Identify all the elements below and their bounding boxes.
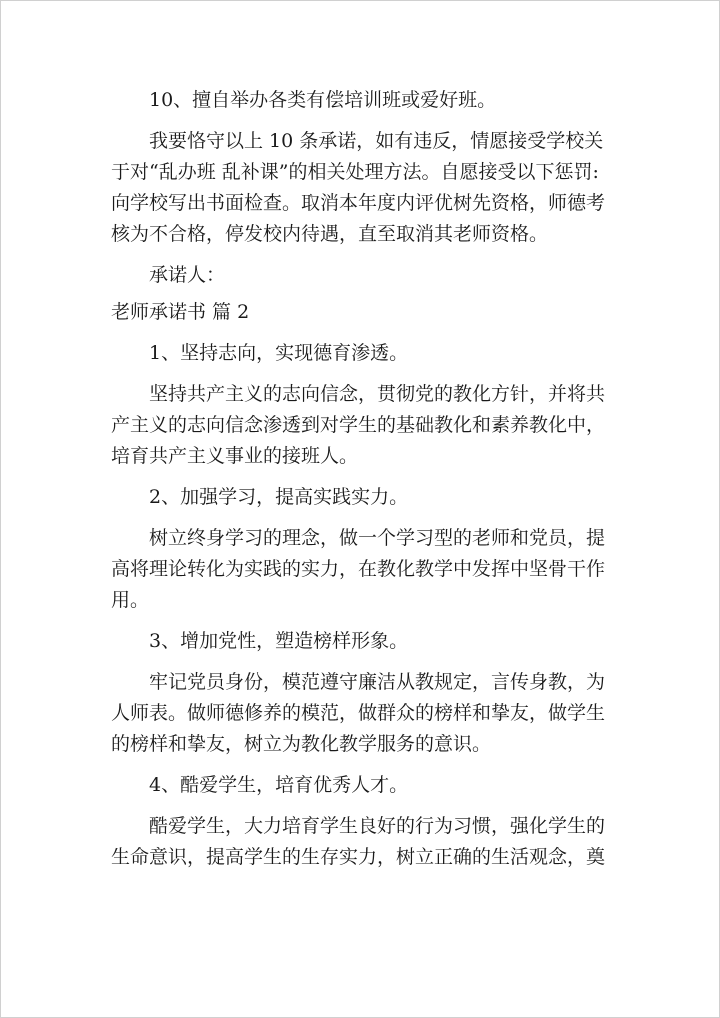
section-heading: 老师承诺书 篇 2 <box>111 301 250 323</box>
point-3-body-line: 的榜样和挚友，树立为教化教学服务的意识。 <box>111 733 492 755</box>
point-3-heading: 3、增加党性，塑造榜样形象。 <box>149 630 409 652</box>
pledge-paragraph-line: 核为不合格，停发校内待遇，直至取消其老师资格。 <box>111 223 549 245</box>
point-1-body-line: 培育共产主义事业的接班人。 <box>111 445 359 467</box>
point-4-body-line: 酷爱学生，大力培育学生良好的行为习惯，强化学生的 <box>149 815 606 837</box>
item-10-line: 10、擅自举办各类有偿培训班或爱好班。 <box>149 89 497 111</box>
point-4-heading: 4、酷爱学生，培育优秀人才。 <box>149 774 409 796</box>
point-1-heading: 1、坚持志向，实现德育渗透。 <box>149 342 409 364</box>
point-2-body-line: 用。 <box>111 589 150 611</box>
document-body <box>111 85 616 873</box>
point-2-body-line: 高将理论转化为实践的实力，在教化教学中发挥中坚骨干作 <box>111 558 606 580</box>
point-3-body-line: 牢记党员身份，模范遵守廉洁从教规定，言传身教，为 <box>149 671 606 693</box>
pledge-paragraph-line: 向学校写出书面检查。取消本年度内评优树先资格，师德考 <box>111 192 606 214</box>
point-1-body-line: 产主义的志向信念渗透到对学生的基础教化和素养教化中， <box>111 414 606 436</box>
signature-label: 承诺人： <box>149 264 226 286</box>
point-2-heading: 2、加强学习，提高实践实力。 <box>149 486 409 508</box>
point-3-body-line: 人师表。做师德修养的模范，做群众的榜样和挚友，做学生 <box>111 702 606 724</box>
pledge-paragraph-line: 于对“乱办班 乱补课”的相关处理方法。自愿接受以下惩罚: <box>111 161 599 183</box>
pledge-paragraph-line: 我要恪守以上 10 条承诺，如有违反，情愿接受学校关 <box>149 130 604 152</box>
point-4-body-line: 生命意识，提高学生的生存实力，树立正确的生活观念，奠 <box>111 846 606 868</box>
point-1-body-line: 坚持共产主义的志向信念，贯彻党的教化方针，并将共 <box>149 383 606 405</box>
point-2-body-line: 树立终身学习的理念，做一个学习型的老师和党员，提 <box>149 527 606 549</box>
